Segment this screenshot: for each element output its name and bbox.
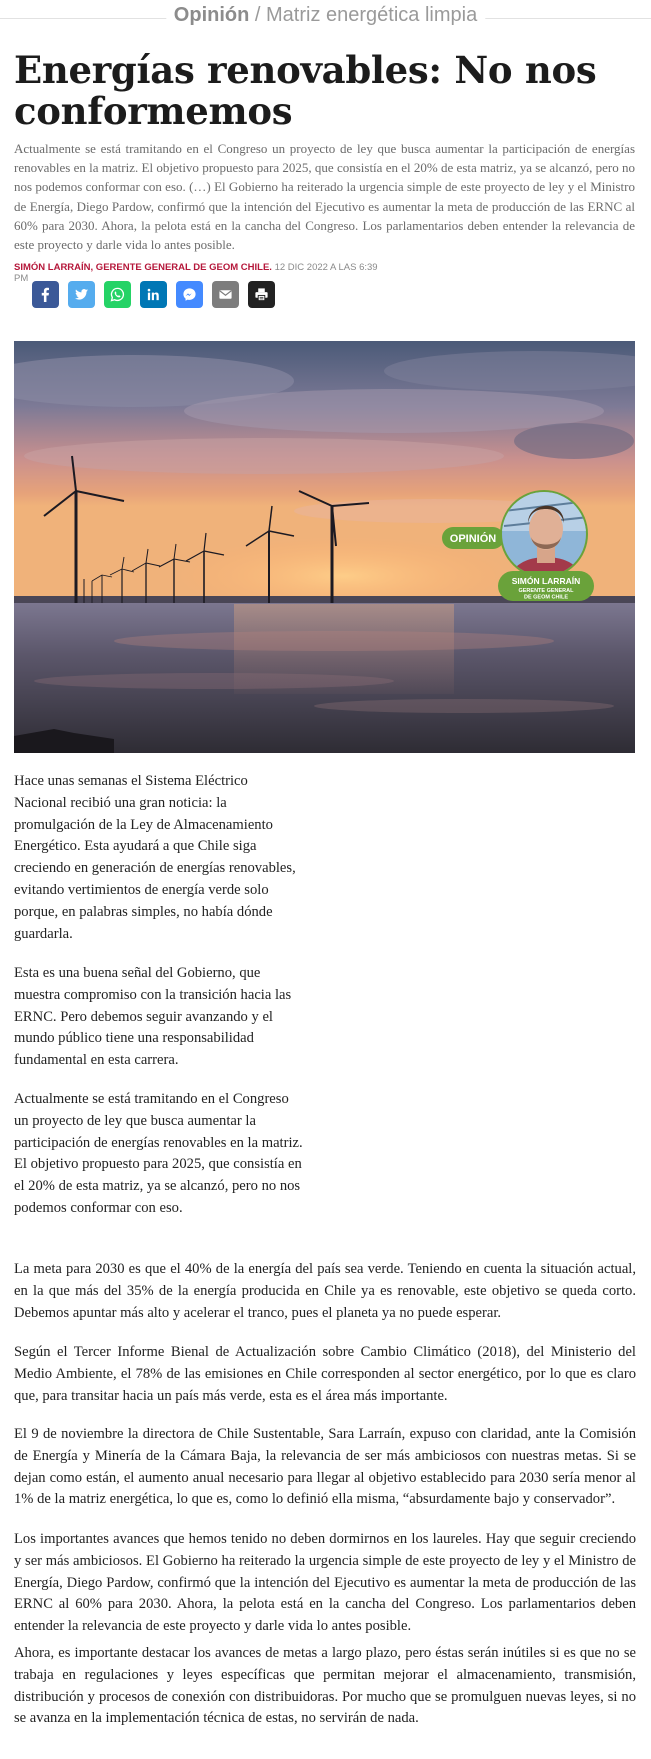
nameplate-name: SIMÓN LARRAÍN	[511, 576, 581, 586]
share-bar	[32, 281, 275, 308]
article-lead: Actualmente se está tramitando en el Congreso un proyecto de ley que busca aumentar la participación de energías renovables en la matriz. El objetivo propuesto para 2025, que consistía en el 20% de esta matriz, ya se alcanzó, pero no nos podemos conformar con eso. (…) El Gobierno ha reiterado la urgencia simple de este proyecto de ley y el Ministro de Energía, Diego Pardow, confirmó que la intención del Ejecutivo es aumentar la meta de producción de las ERNC al 60% para 2030. Ahora, la pelota está en la cancha del Congreso. Los parlamentarios deben entender la relevancia de este proyecto y darle vida lo antes posible.	[14, 141, 635, 253]
share-whatsapp-button[interactable]	[104, 281, 131, 308]
hero-image	[14, 341, 635, 753]
facebook-icon	[38, 287, 53, 302]
article-headline: Energías renovables: No nos conformemos	[14, 48, 597, 133]
author-name[interactable]: SIMÓN LARRAÍN, GERENTE GENERAL DE GEOM CHILE.	[14, 262, 272, 273]
whatsapp-icon	[110, 287, 125, 302]
opinion-tag-label: OPINIÓN	[449, 533, 497, 545]
body-paragraph-4: La meta para 2030 es que el 40% de la energía del país sea verde. Teniendo en cuenta la situación actual, en la que más del 35% de la energía producida en Chile ya es renovable, este objetivo se queda corto. Debemos apuntar más alto y acelerar el tranco, pues el planeta ya no puede esperar.	[14, 1261, 636, 1321]
breadcrumb-category[interactable]: Opinión	[173, 4, 250, 26]
body-paragraph-6: El 9 de noviembre la directora de Chile Sustentable, Sara Larraín, expuso con claridad, ante la Comisión de Energía y Minería de la Cámara Baja, la relevancia de ser más ambiciosos con nuestras metas. Si se dejan como están, el aumento anual necesario para llegar al objetivo establecido para 2030 sería menor al 1% de la matriz energética, lo que es, como lo definió ella misma, “absurdamente bajo y conservador”.	[14, 1426, 636, 1508]
wind-turbines-sunset-image	[14, 341, 635, 753]
body-paragraph-7: Los importantes avances que hemos tenido no deben dormirnos en los laureles. Hay que seguir creciendo y ser más ambiciosos. El Gobierno ha reiterado la urgencia simple de este proyecto de ley y el Ministro de Energía, Diego Pardow, confirmó que la intención del Ejecutivo es aumentar la meta de producción de las ERNC al 60% para 2030. Ahora, la pelota está en la cancha del Congreso. Los parlamentarios deben entender la relevancia de este proyecto y darle vida lo antes posible.	[14, 1531, 636, 1635]
body-paragraph-8: Ahora, es importante destacar los avances de metas a largo plazo, pero éstas serán inútiles si es que no se trabaja en regulaciones y leyes específicas que permitan mejorar el almacenamiento, transmisión, distribución y procesos de conexión con distribuidoras. Por mucho que se promulguen nuevas leyes, si no se avanza en la implementación técnica de estas, no servirán de nada.	[14, 1645, 636, 1727]
breadcrumb	[166, 4, 485, 27]
share-facebook-button[interactable]	[32, 281, 59, 308]
body-paragraph-3: Actualmente se está tramitando en el Congreso un proyecto de ley que busca aumentar la participación de energías renovables en la matriz. El objetivo propuesto para 2025, que consistía en el 20% de esta matriz, ya se alcanzó, pero no nos podemos conformar con eso.	[14, 1091, 303, 1216]
share-linkedin-button[interactable]	[140, 281, 167, 308]
print-button[interactable]	[248, 281, 275, 308]
body-paragraph-2: Esta es una buena señal del Gobierno, que muestra compromiso con la transición hacia las ERNC. Pero debemos seguir avanzando y el mundo público tiene una responsabilidad fundamental en esta carrera.	[14, 965, 292, 1069]
nameplate-role-1: GERENTE GENERAL	[518, 588, 574, 594]
email-icon	[218, 287, 233, 302]
body-paragraph-1: Hace unas semanas el Sistema Eléctrico Nacional recibió una gran noticia: la promulgación de la Ley de Almacenamiento Energético. Esta ayudará a que Chile siga creciendo en generación de energías renovables, evitando vertimientos de energía verde solo porque, en palabras simples, no había dónde guardarla.	[14, 773, 296, 942]
share-email-button[interactable]	[212, 281, 239, 308]
body-paragraph-5: Según el Tercer Informe Bienal de Actualización sobre Cambio Climático (2018), del Ministerio del Medio Ambiente, el 78% de las emisiones en Chile corresponden al sector energético, por lo que es claro que, para transitar hacia un país más verde, esta es el área más importante.	[14, 1344, 636, 1404]
print-icon	[254, 287, 269, 302]
linkedin-icon	[146, 287, 161, 302]
share-messenger-button[interactable]	[176, 281, 203, 308]
nameplate-role-2: DE GEOM CHILE	[523, 594, 569, 601]
messenger-icon	[182, 287, 197, 302]
breadcrumb-subcategory[interactable]: Matriz energética limpia	[266, 4, 478, 26]
publish-date: 12 DIC 2022 A LAS 6:39 PM	[14, 262, 378, 284]
share-twitter-button[interactable]	[68, 281, 95, 308]
twitter-icon	[74, 287, 89, 302]
section-header	[0, 0, 651, 36]
breadcrumb-separator: /	[249, 4, 267, 26]
